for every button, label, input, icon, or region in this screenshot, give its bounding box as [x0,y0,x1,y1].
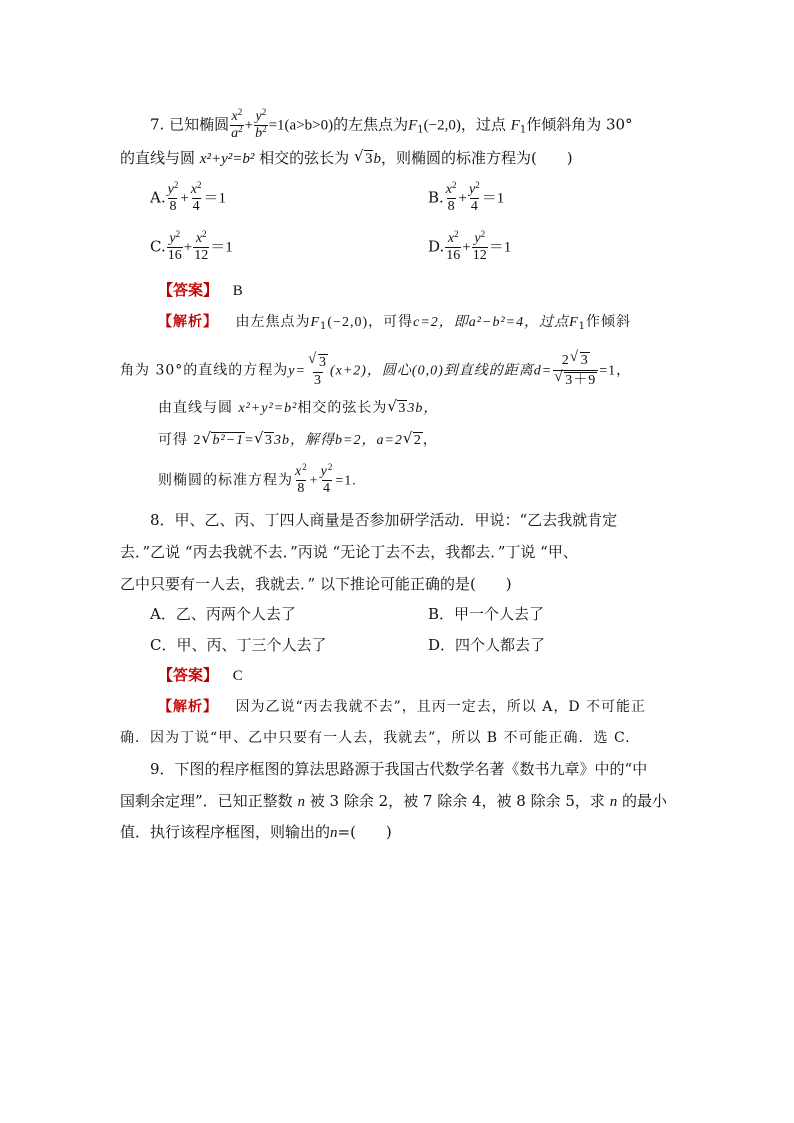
q7-answer: 【答案】 B [158,281,243,299]
q7-analysis-line3: 由直线与圆 x²+y²=b²相交的弦长为√ 33b， [158,398,438,419]
q7-number: 7. [150,115,165,134]
q8-option-d: D．四个人都去了 [428,636,546,654]
q7-option-c: C. $\frac{y^2}{16}$ + $\frac{x^2}{12}$ ＝1 [150,229,233,263]
q8-answer: 【答案】 C [158,666,243,684]
answer-tag: 【答案】 [158,281,219,299]
q8-analysis-line2: 确．因为丁说“甲、乙中只要有一人去，我就去”，所以 B 不可能正确．选 C. [120,730,631,746]
q8-line3: 乙中只要有一人去，我就去．” 以下推论可能正确的是( ) [120,575,512,593]
q8-option-c: C．甲、丙、丁三个人去了 [150,636,327,654]
q8-option-b: B．甲一个人去了 [428,605,545,623]
q7-option-b: B. $\frac{x^2}{8}$ + $\frac{y^2}{4}$ ＝1 [428,180,505,214]
frac-y2-b2: $\frac{y^2}{b^2}$ [255,107,267,141]
q9-line2: 国剩余定理”．已知正整数 n 被 3 除余 2，被 7 除余 4，被 8 除余 5，求 n 的最小 [120,792,667,810]
q8-option-a: A．乙、丙两个人去了 [150,605,296,623]
analysis-tag: 【解析】 [158,314,218,330]
q7-analysis-line4: 可得 2√ b²−1=√ 33b，解得b=2，a=2√ 2， [158,430,438,451]
answer-tag: 【答案】 [158,666,219,684]
q7-analysis-line5: 则椭圆的标准方程为 $\frac{x^2}{8}$ + $\frac{y^2}{4}$ =1. [158,462,357,496]
q7-line2: 的直线与圆 x²+y²=b² 相交的弦长为 √ 3b，则椭圆的标准方程为( ) [120,148,573,169]
q9-line1: 9．下图的程序框图的算法思路源于我国古代数学名著《数书九章》中的“中 [150,760,648,778]
q7-option-d: D. $\frac{x^2}{16}$ + $\frac{y^2}{12}$ ＝1 [428,229,512,263]
frac-x2-a2: $\frac{x^2}{a^2}$ [231,107,243,141]
q8-line2: 去．”乙说 “丙去我就不去．”丙说 “无论丁去不去，我都去．”丁说 “甲、 [120,543,578,561]
analysis-tag: 【解析】 [158,699,218,715]
q7-option-a: A. $\frac{y^2}{8}$ + $\frac{x^2}{4}$ ＝1 [150,180,227,214]
sqrt-3: √ 3 [355,148,374,168]
q8-analysis-line1: 【解析】 因为乙说“丙去我就不去”，且丙一定去，所以 A，D 不可能正 [158,699,647,715]
q7-analysis-line1: 【解析】 由左焦点为$F_1(-2,0)$，可得c=2，即a²−b²=4，过点$F_1$作倾斜 [158,314,632,332]
q7-line1: 7. 已知椭圆 $\frac{x^2}{a^2}$ + $\frac{y^2}{b^2}$ =1(a>b>0)的左焦点为$F_1(-2,0)$，过点 $F_1$作倾斜角为 30° [150,107,633,141]
q8-line1: 8．甲、乙、丙、丁四人商量是否参加研学活动．甲说：“乙去我就肯定 [150,511,618,529]
q7-analysis-line2: 角为 30°的直线的方程为y= √ $\frac{3}{3}$ (x+2)，圆心(0,0)到直线的距离d= 2√ 3 √ 3＋9 =1， [120,352,631,389]
q9-line3: 值．执行该程序框图，则输出的n=( ) [120,823,392,841]
